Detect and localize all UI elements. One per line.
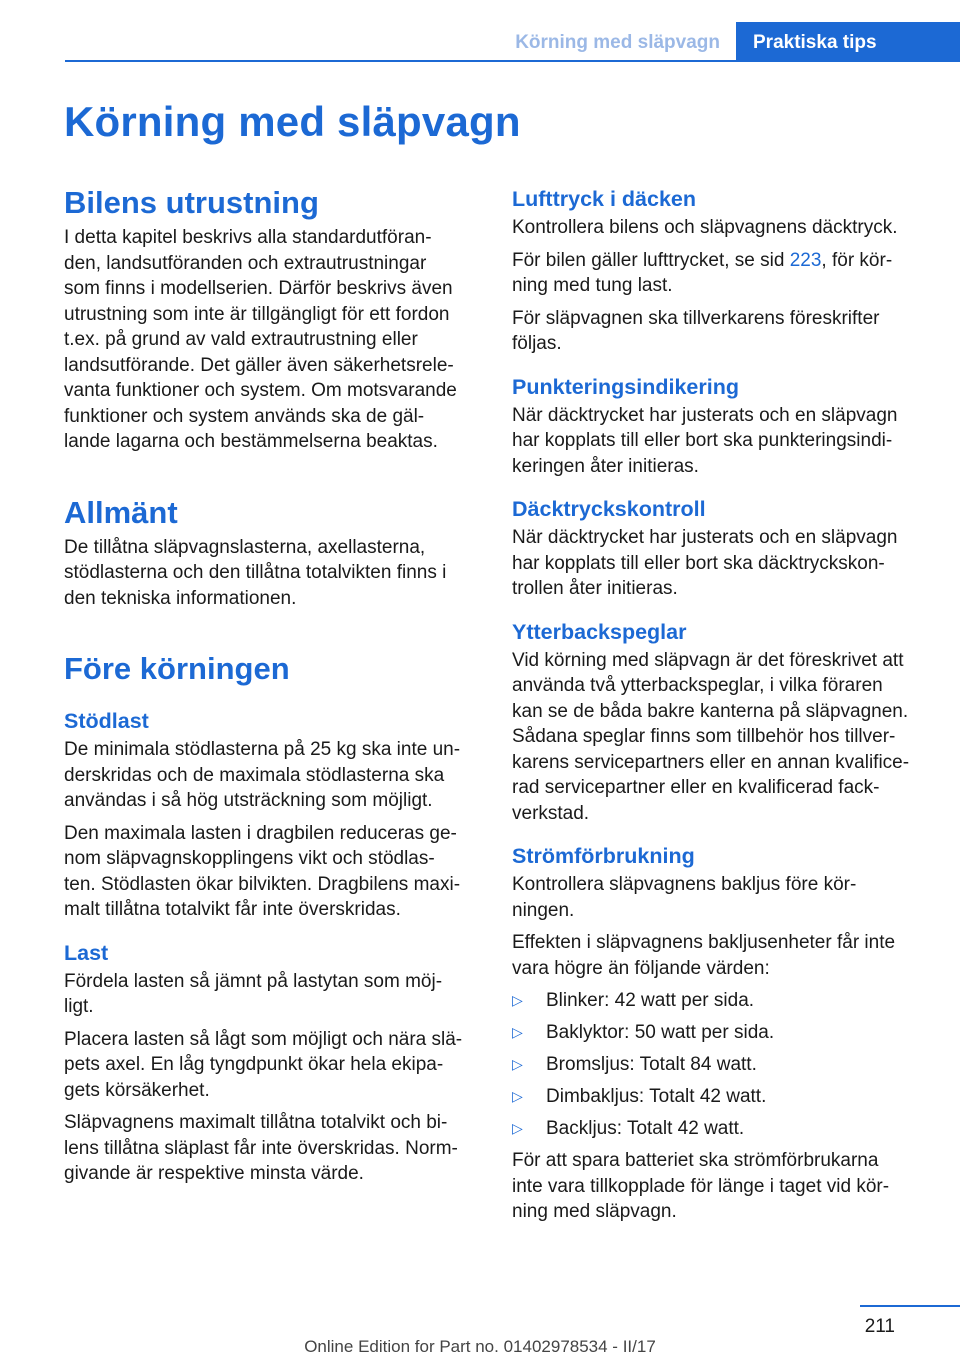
- paragraph-lufttryck-2: [512, 248, 937, 299]
- paragraph-lufttryck-3: För släpvagnen ska tillverkarens föreskrifter följas.: [512, 307, 880, 354]
- page-title: Körning med släpvagn: [64, 98, 521, 145]
- edition-footer: Online Edition for Part no. 01402978534 - II/17: [304, 1337, 656, 1356]
- header-chapter-tab: [736, 22, 960, 62]
- lufttryck-text-post: , för kör- ning med tung last.: [512, 249, 893, 296]
- paragraph-ytterbackspeglar: Vid körning med släpvagn är det föreskrivet att använda två ytterbackspeglar, i vilka föraren kan se de båda bakre kanterna på släpvagnen. Sådana speglar finns som tillbehör hos tillver- karens servicepartners eller en annan kvalifice- rad servicepartner eller en kvalificerad fack- verkstad.: [512, 649, 910, 824]
- section-punkteringsindikering: [512, 373, 937, 480]
- heading-lufttryck: Lufttryck i däcken: [512, 187, 696, 211]
- section-ytterbackspeglar: [512, 618, 937, 827]
- paragraph-stodlast-2: Den maximala lasten i dragbilen reduceras ge- nom släpvagnskopplingens vikt och stödlas- ten. Stödlasten ökar bilvikten. Dragbilens maxi- malt tillåtna totalvikt får inte överskridas.: [64, 822, 461, 920]
- heading-fore-korningen: Före körningen: [64, 651, 290, 686]
- triangle-right-icon: ▷: [512, 1088, 523, 1104]
- left-column: [64, 185, 482, 1194]
- list-item: ▷ Backljus: Totalt 42 watt.: [512, 1116, 937, 1142]
- section-allmant: [64, 495, 482, 612]
- paragraph-lufttryck-1: Kontrollera bilens och släpvagnens däcktryck.: [512, 217, 898, 238]
- section-lufttryck: [512, 185, 937, 357]
- paragraph-last-2: Placera lasten så lågt som möjligt och nära slä- pets axel. En låg tyngdpunkt ökar hela ekipa- gets körsäkerhet.: [64, 1028, 463, 1101]
- triangle-right-icon: ▷: [512, 992, 523, 1008]
- heading-bilens-utrustning: Bilens utrustning: [64, 185, 319, 220]
- heading-stromforbrukning: Strömförbrukning: [512, 844, 695, 868]
- list-item: ▷ Blinker: 42 watt per sida.: [512, 988, 937, 1014]
- paragraph-last-3: Släpvagnens maximalt tillåtna totalvikt och bi- lens tillåtna släplast får inte överskridas. Norm- givande är respektive minsta värde.: [64, 1112, 458, 1184]
- paragraph-stodlast-1: De minimala stödlasterna på 25 kg ska inte un- derskridas och de maximala stödlasterna ska användas i så hög utsträckning som möjligt.: [64, 739, 461, 811]
- page-number: 211: [864, 1316, 895, 1337]
- triangle-right-icon: ▷: [512, 1024, 523, 1040]
- heading-stodlast: Stödlast: [64, 709, 149, 733]
- list-item: ▷ Dimbakljus: Totalt 42 watt.: [512, 1084, 937, 1110]
- section-stromforbrukning: [512, 842, 937, 1225]
- paragraph-bilens-utrustning: I detta kapitel beskrivs alla standardutföran- den, landsutföranden och extrautrustningar som finns i modellserien. Därför beskrivs även utrustning som inte är tillgängligt för ett fordon t.ex. på grund av vald extrautrustning eller landsutförande. Det gäller även säkerhetsrele- vanta funktioner och system. Om motsvarande funktioner och system används ska de gäl- lande lagarna och bestämmelserna beaktas.: [64, 227, 457, 452]
- right-column: [512, 185, 937, 1232]
- triangle-right-icon: ▷: [512, 1120, 523, 1136]
- lufttryck-text-pre: För bilen gäller lufttrycket, se sid: [512, 249, 790, 271]
- paragraph-last-1: Fördela lasten så jämnt på lastytan som möj- ligt.: [64, 970, 443, 1017]
- heading-last: Last: [64, 940, 109, 965]
- paragraph-stromforbrukning-2: Effekten i släpvagnens bakljusenheter får inte vara högre än följande värden:: [512, 932, 896, 979]
- paragraph-allmant: De tillåtna släpvagnslasterna, axellasterna, stödlasterna och den tillåtna totalvikten finns i den tekniska informationen.: [64, 536, 447, 609]
- bakljus-list: [512, 988, 937, 1142]
- section-dacktryckskontroll: [512, 495, 937, 602]
- triangle-right-icon: ▷: [512, 1056, 523, 1072]
- paragraph-dacktryckskontroll: När däcktrycket har justerats och en släpvagn har kopplats till eller bort ska däcktryckskon- trollen åter initieras.: [512, 527, 898, 599]
- heading-punkteringsindikering: Punkteringsindikering: [512, 374, 739, 399]
- paragraph-stromforbrukning-3: För att spara batteriet ska strömförbrukarna inte vara tillkopplade för länge i taget vid kör- ning med släpvagn.: [512, 1150, 890, 1222]
- header-section-title: Körning med släpvagn: [515, 32, 720, 53]
- paragraph-punkteringsindikering: När däcktrycket har justerats och en släpvagn har kopplats till eller bort ska punkteringsindi- keringen åter initieras.: [512, 404, 898, 477]
- list-item: ▷ Bromsljus: Totalt 84 watt.: [512, 1052, 937, 1078]
- header-rule: [65, 60, 960, 62]
- paragraph-stromforbrukning-1: Kontrollera släpvagnens bakljus före kör- ningen.: [512, 874, 857, 921]
- page-reference-link[interactable]: 223: [789, 249, 822, 271]
- heading-allmant: Allmänt: [64, 494, 178, 530]
- heading-ytterbackspeglar: Ytterbackspeglar: [512, 619, 687, 644]
- header-chapter-tab-label: Praktiska tips: [753, 32, 877, 53]
- list-item: ▷ Baklyktor: 50 watt per sida.: [512, 1020, 937, 1046]
- section-fore-korningen: [64, 651, 482, 1187]
- heading-dacktryckskontroll: Däcktryckskontroll: [512, 497, 706, 521]
- page-number-rule: [860, 1305, 960, 1307]
- section-bilens-utrustning: [64, 185, 482, 455]
